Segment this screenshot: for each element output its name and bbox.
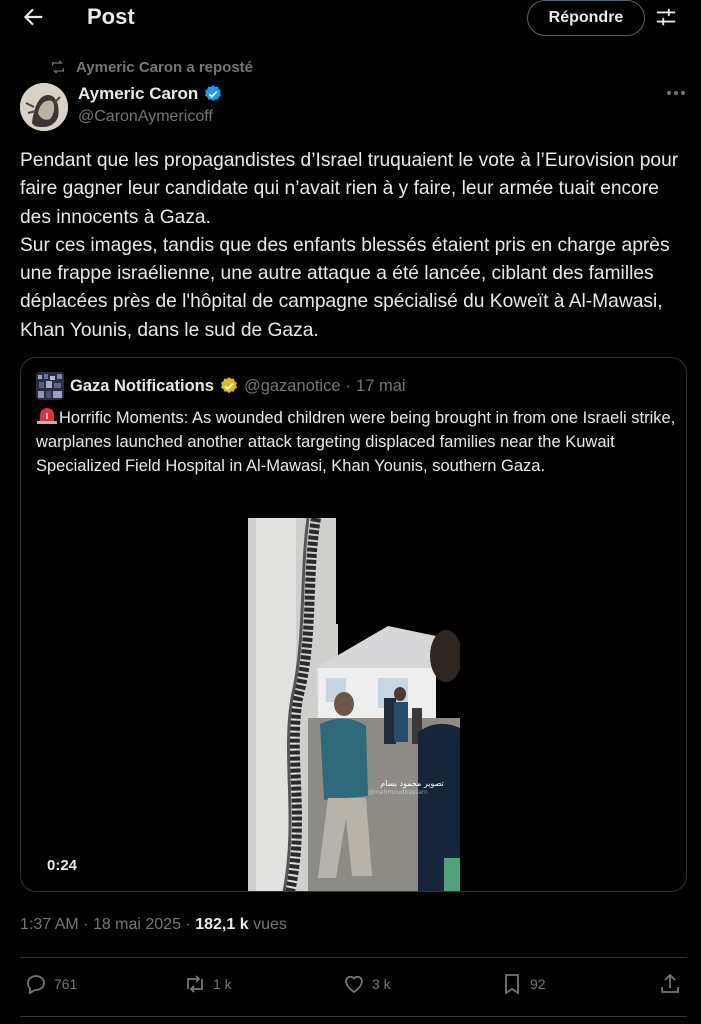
back-arrow-icon[interactable] <box>20 4 46 30</box>
author-handle[interactable]: @CaronAymericoff <box>78 108 213 125</box>
like-action[interactable] <box>342 972 391 996</box>
like-count: 3 k <box>372 976 391 992</box>
avatar-image <box>20 83 68 131</box>
quote-header <box>70 376 406 396</box>
quote-author-handle[interactable]: @gazanotice <box>243 376 341 395</box>
avatar[interactable] <box>20 83 68 131</box>
video-thumbnail <box>248 518 460 892</box>
svg-text:@mahmoudbassam: @mahmoudbassam <box>368 789 428 796</box>
reply-button[interactable]: Répondre <box>527 0 645 36</box>
post-date[interactable]: 18 mai 2025 <box>92 916 181 933</box>
quote-text: Horrific Moments: As wounded children were being brought in from one Israeli strike, warplanes launched another attack targeting displaced families near the Kuwait Specialized Field Hospital in Al-Mawasi, Khan Younis, southern Gaza. <box>36 409 676 476</box>
heart-icon <box>342 972 366 996</box>
repost-indicator <box>50 58 253 76</box>
reply-count: 761 <box>54 976 78 992</box>
quote-date[interactable]: 17 mai <box>356 376 406 395</box>
post-meta <box>20 916 287 934</box>
bookmark-action[interactable] <box>500 972 546 996</box>
view-count[interactable]: 182,1 k <box>195 916 249 933</box>
bookmark-count: 92 <box>530 976 546 992</box>
verified-gold-badge-icon <box>219 376 239 396</box>
action-bar <box>20 958 687 1014</box>
bookmark-icon <box>500 972 524 996</box>
view-label: vues <box>253 916 287 933</box>
author-name-row[interactable] <box>78 84 223 104</box>
author-name[interactable]: Aymeric Caron <box>78 84 199 103</box>
repost-icon <box>50 59 66 75</box>
sliders-icon[interactable] <box>655 6 677 28</box>
quoted-tweet-card[interactable] <box>20 357 687 892</box>
video-player[interactable] <box>248 518 460 892</box>
separator-dot: · <box>345 376 352 395</box>
repost-text: Aymeric Caron a reposté <box>76 58 254 76</box>
post-time[interactable]: 1:37 AM <box>20 916 79 933</box>
quote-avatar <box>36 372 64 400</box>
siren-emoji-icon <box>36 407 58 425</box>
verified-badge-icon <box>203 84 223 104</box>
reply-icon <box>24 972 48 996</box>
reply-action[interactable] <box>24 972 77 996</box>
separator-dot: · <box>185 916 191 933</box>
quote-author-name[interactable]: Gaza Notifications <box>70 376 214 395</box>
share-icon <box>658 972 682 996</box>
repost-action[interactable] <box>183 972 232 996</box>
divider <box>20 1016 687 1017</box>
more-options-icon[interactable] <box>664 84 688 102</box>
top-bar <box>0 0 701 36</box>
quote-text-block <box>36 406 676 479</box>
repost-icon <box>183 972 207 996</box>
repost-count: 1 k <box>213 976 232 992</box>
separator-dot: · <box>83 916 89 933</box>
page-title: Post <box>87 4 135 29</box>
tweet-text: Pendant que les propagandistes d’Israel truquaient le vote à l’Eurovision pour faire gagner leur candidate qui n’avait rien à y faire, leur armée tuait encore des innocents à Gaza. Sur ces images, tandis que des enfants blessés étaient pris en charge après une frappe israélienne, une autre attaque a été lancée, ciblant des familles déplacées près de l'hôpital de campagne spécialisé du Koweït à Al-Mawasi, Khan Younis, dans le sud de Gaza. <box>20 150 679 341</box>
video-duration: 0:24 <box>47 857 78 874</box>
share-action[interactable] <box>658 972 682 996</box>
video-watermark: تصوير محمود بسام <box>380 779 444 788</box>
